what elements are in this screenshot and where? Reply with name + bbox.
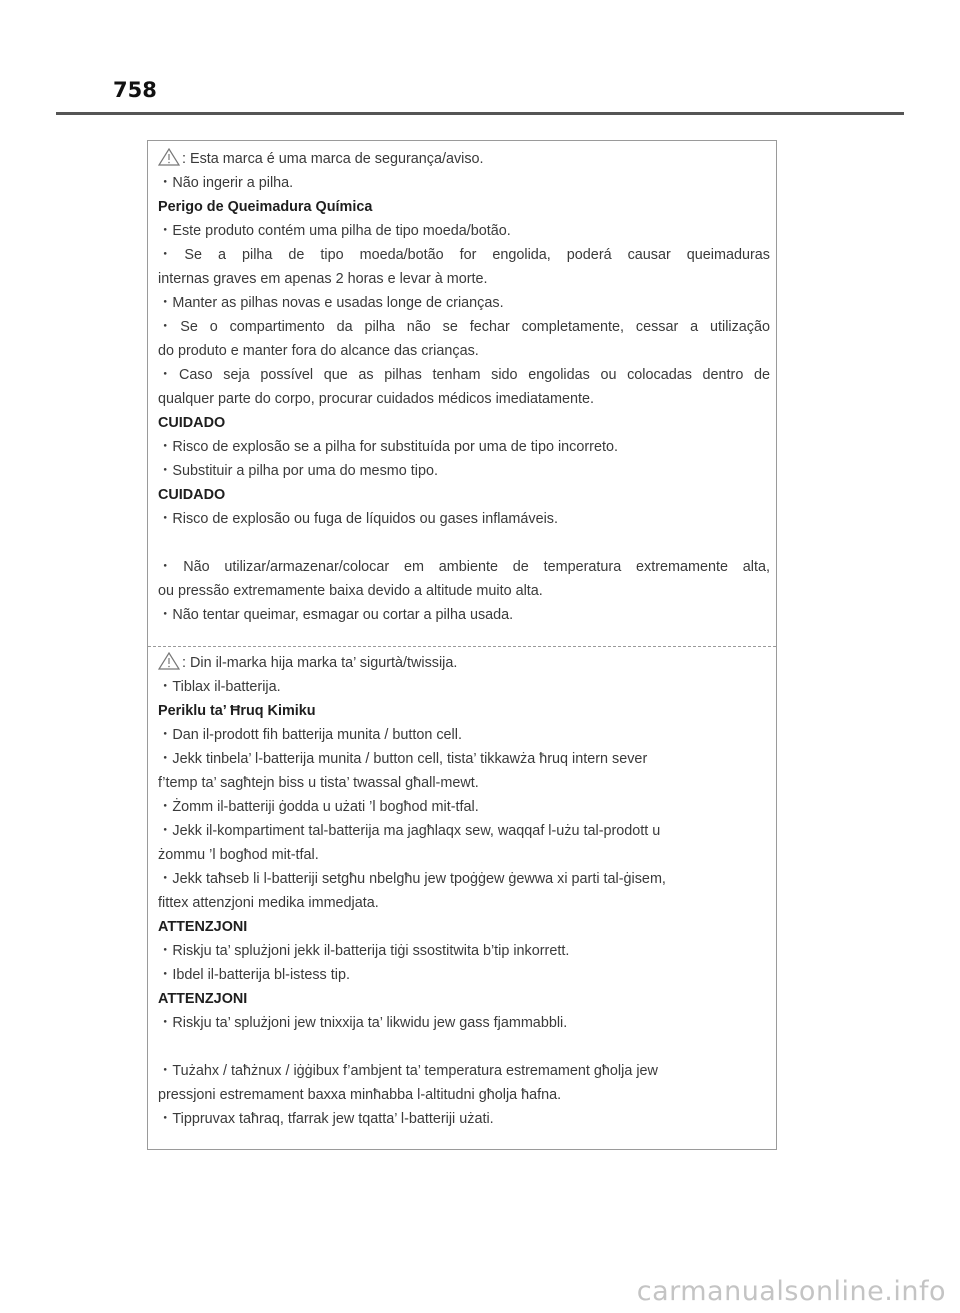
header-rule (56, 112, 904, 115)
warning-text-line: ・Jekk taħseb li l-batteriji setgħu nbelgħu jew tpoġġew ġewwa xi parti tal-ġisem, (158, 871, 666, 887)
warning-text-line: qualquer parte do corpo, procurar cuidados médicos imediatamente. (158, 391, 594, 407)
warning-text-line: fittex attenzjoni medika immedjata. (158, 895, 379, 911)
warning-text-line: żommu ’l bogħod mit-tfal. (158, 847, 319, 863)
warning-triangle-icon (158, 652, 180, 670)
blank-line (158, 1035, 770, 1059)
portuguese-mark-line (158, 147, 770, 171)
warning-text-line: ・Jekk tinbela’ l-batterija munita / button cell, tista’ tikkawża ħruq intern sever (158, 751, 648, 767)
warning-heading: Periklu ta’ Ħruq Kimiku (158, 703, 316, 719)
portuguese-mark-text: : Esta marca é uma marca de segurança/aviso. (182, 151, 484, 167)
warning-text-line: ・Riskju ta’ splużjoni jekk il-batterija tiġi ssostitwita b’tip inkorrett. (158, 943, 570, 959)
portuguese-lines (158, 171, 770, 627)
warning-text-line: pressjoni estremament baxxa minħabba l-altitudni għolja ħafna. (158, 1087, 562, 1103)
warning-heading: CUIDADO (158, 487, 226, 503)
warning-text-line: ・Jekk il-kompartiment tal-batterija ma jagħlaqx sew, waqqaf l-użu tal-prodott u (158, 823, 661, 839)
warning-heading: ATTENZJONI (158, 919, 248, 935)
warning-text-line: do produto e manter fora do alcance das crianças. (158, 343, 479, 359)
warning-text-line: f’temp ta’ sagħtejn biss u tista’ twassal għall-mewt. (158, 775, 479, 791)
watermark: carmanualsonline.info (636, 1276, 946, 1307)
blank-line (158, 531, 770, 555)
warning-text-line: ・Ibdel il-batterija bl-istess tip. (158, 967, 350, 983)
warning-text-line: ・Não ingerir a pilha. (158, 175, 294, 191)
maltese-mark-text: : Din il-marka hija marka ta’ sigurtà/twissija. (182, 655, 458, 671)
battery-warning-box (147, 140, 777, 1150)
warning-heading: Perigo de Queimadura Química (158, 199, 373, 215)
warning-text-line: ・Não utilizar/armazenar/colocar em ambiente de temperatura extremamente alta, (158, 559, 770, 575)
portuguese-warning-section (158, 147, 770, 627)
warning-text-line: ・Riskju ta’ splużjoni jew tnixxija ta’ likwidu jew gass fjammabbli. (158, 1015, 568, 1031)
warning-text-line: ・Este produto contém uma pilha de tipo moeda/botão. (158, 223, 511, 239)
warning-text-line: ・Żomm il-batteriji ġodda u użati ’l bogħod mit-tfal. (158, 799, 479, 815)
warning-text-line: internas graves em apenas 2 horas e levar à morte. (158, 271, 488, 287)
warning-text-line: ・Risco de explosão ou fuga de líquidos ou gases inflamáveis. (158, 511, 558, 527)
warning-text-line: ・Se a pilha de tipo moeda/botão for engolida, poderá causar queimaduras (158, 247, 770, 263)
warning-text-line: ・Se o compartimento da pilha não se fechar completamente, cessar a utilização (158, 319, 770, 335)
warning-text-line: ・Substituir a pilha por uma do mesmo tipo. (158, 463, 438, 479)
warning-text-line: ・Dan il-prodott fih batterija munita / button cell. (158, 727, 462, 743)
warning-heading: CUIDADO (158, 415, 226, 431)
warning-text-line: ・Caso seja possível que as pilhas tenham sido engolidas ou colocadas dentro de (158, 367, 770, 383)
page-number: 758 (113, 78, 157, 102)
warning-text-line: ・Não tentar queimar, esmagar ou cortar a pilha usada. (158, 607, 514, 623)
maltese-mark-line (158, 651, 770, 675)
warning-heading: ATTENZJONI (158, 991, 248, 1007)
section-divider (148, 646, 776, 647)
warning-text-line: ・Risco de explosão se a pilha for substituída por uma de tipo incorreto. (158, 439, 618, 455)
maltese-warning-section (158, 651, 770, 1131)
warning-text-line: ・Tużahx / taħżnux / iġġibux f’ambjent ta’ temperatura estremament għolja jew (158, 1063, 658, 1079)
warning-text-line: ・Tiblax il-batterija. (158, 679, 281, 695)
warning-triangle-icon (158, 148, 180, 166)
warning-text-line: ou pressão extremamente baixa devido a altitude muito alta. (158, 583, 543, 599)
warning-text-line: ・Manter as pilhas novas e usadas longe de crianças. (158, 295, 504, 311)
maltese-lines (158, 675, 770, 1131)
warning-text-line: ・Tippruvax taħraq, tfarrak jew tqatta’ l-batteriji użati. (158, 1111, 494, 1127)
